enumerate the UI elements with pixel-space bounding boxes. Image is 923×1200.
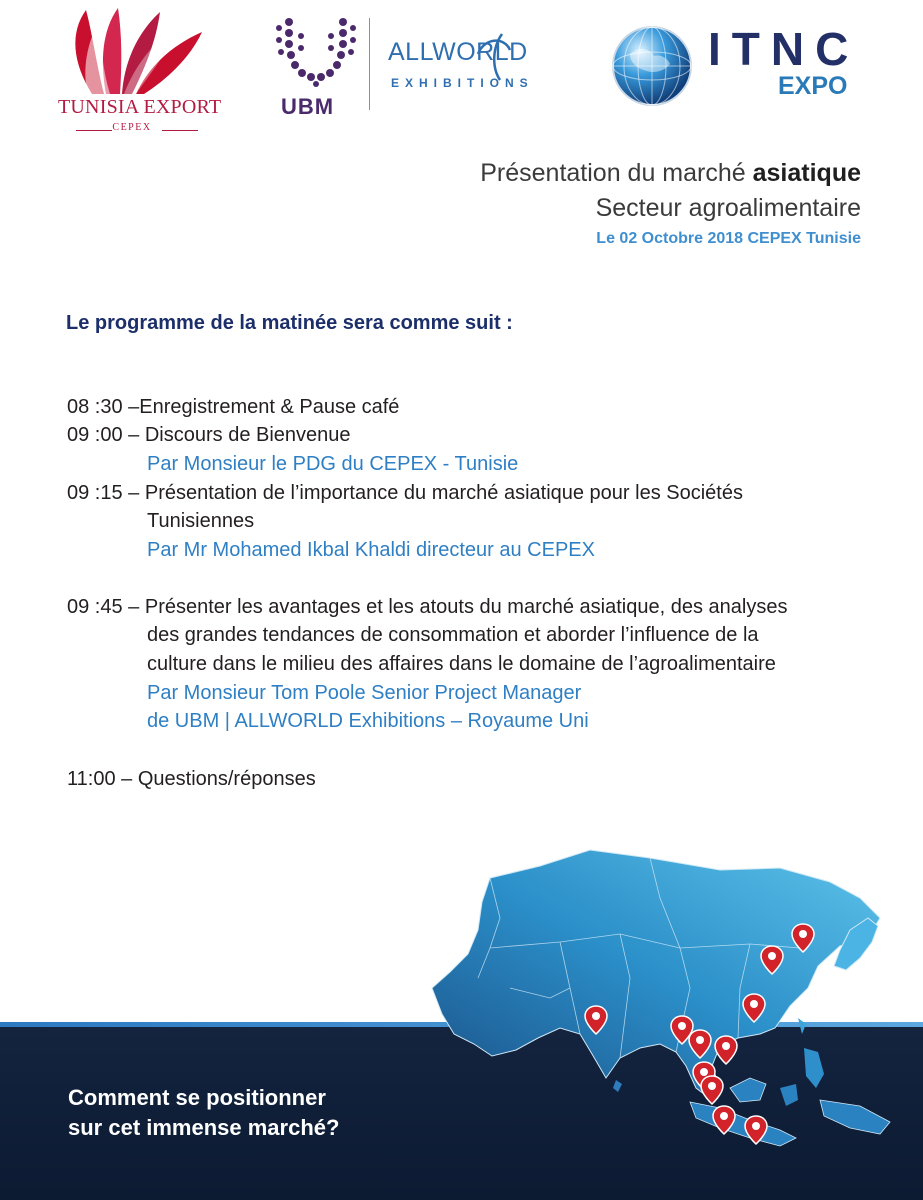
program-item (67, 765, 316, 793)
title-prefix: Présentation du marché (480, 159, 753, 187)
map-pin (715, 1036, 737, 1064)
item-title: Questions/réponses (137, 768, 316, 790)
item-title: Présenter les avantages et les atouts du marché asiatique, des analyses (144, 596, 788, 618)
tunisia-export-sub: CEPEX (112, 122, 152, 133)
item-time: 08 :30 (67, 396, 123, 418)
asia-map-icon (420, 838, 923, 1200)
tunisia-export-right-rule (162, 130, 198, 131)
item-time: 11:00 (67, 768, 116, 790)
tagline-line-2: sur cet immense marché? (68, 1115, 340, 1140)
item-speaker: Par Mr Mohamed Ikbal Khaldi directeur au CEPEX (147, 539, 595, 561)
itnc-expo-logo (610, 20, 870, 110)
item-title: Enregistrement & Pause café (139, 396, 400, 418)
item-title-continued: Tunisiennes (147, 510, 255, 532)
item-sep: – (122, 396, 140, 418)
tunisia-export-name: TUNISIA EXPORT (58, 96, 222, 118)
item-title-continued: des grandes tendances de consommation et aborder l’influence de la (147, 624, 759, 646)
program-item (67, 421, 351, 449)
allworld-logo (388, 38, 563, 98)
event-date: Le 02 Octobre 2018 CEPEX Tunisie (596, 230, 861, 247)
allworld-sub: EXHIBITIONS (391, 76, 534, 90)
tunisia-export-emblem-icon (52, 2, 222, 98)
title-bold: asiatique (752, 159, 861, 187)
globe-icon (610, 24, 694, 108)
item-speaker: Par Monsieur Tom Poole Senior Project Manager (147, 682, 582, 704)
item-title-continued: culture dans le milieu des affaires dans le domaine de l’agroalimentaire (147, 653, 776, 675)
ubm-name: UBM (281, 94, 335, 119)
logo-divider (369, 18, 370, 110)
item-time: 09 :45 (67, 596, 123, 618)
program-item (67, 393, 399, 421)
item-time: 09 :00 (67, 424, 123, 446)
ubm-logo (275, 14, 365, 124)
map-pin (701, 1076, 723, 1104)
program-item (67, 479, 743, 507)
allworld-name: ALLWORLD (388, 38, 528, 66)
page-title (480, 159, 861, 188)
allworld-swirl-icon (474, 32, 514, 82)
item-speaker: Par Monsieur le PDG du CEPEX - Tunisie (147, 453, 519, 475)
ubm-dots-icon (275, 14, 365, 90)
program-item (67, 593, 787, 621)
item-sep: – (122, 482, 145, 504)
item-title: Discours de Bienvenue (144, 424, 351, 446)
banner-tagline (68, 1083, 339, 1143)
page-subtitle: Secteur agroalimentaire (595, 194, 861, 222)
item-sep: – (115, 768, 138, 790)
item-title: Présentation de l’importance du marché asiatique pour les Sociétés (144, 482, 743, 504)
item-time: 09 :15 (67, 482, 123, 504)
item-sep: – (122, 424, 145, 446)
item-sep: – (122, 596, 145, 618)
itnc-sub: EXPO (778, 72, 848, 100)
tagline-line-1: Comment se positionner (68, 1085, 326, 1110)
program-heading: Le programme de la matinée sera comme suit : (66, 312, 513, 334)
tunisia-export-logo (52, 2, 222, 142)
item-speaker-continued: de UBM | ALLWORLD Exhibitions – Royaume Uni (147, 710, 589, 732)
itnc-name: ITNC (708, 23, 860, 75)
